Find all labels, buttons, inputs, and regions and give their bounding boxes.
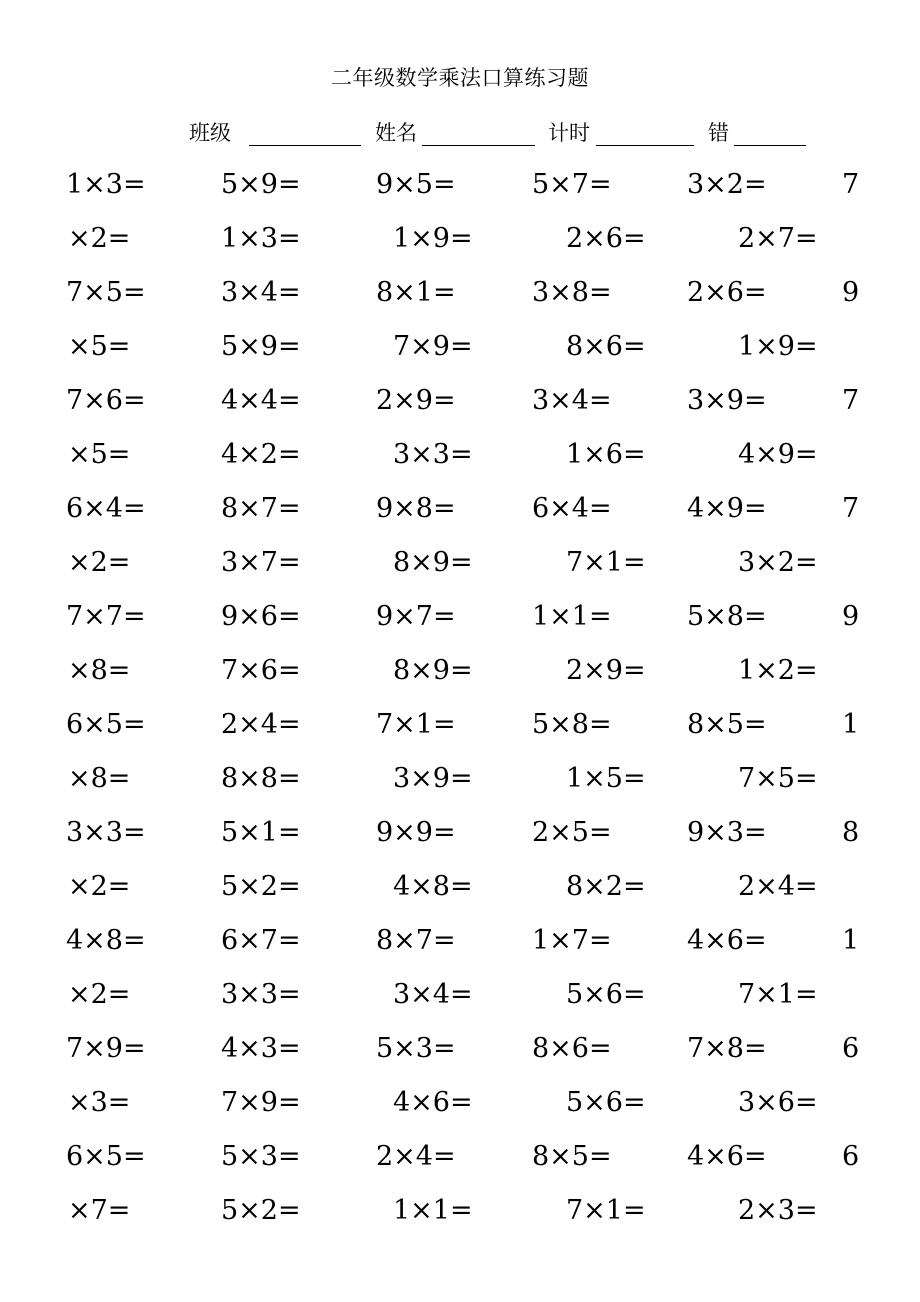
problem-cell: 1×5= [566,763,646,794]
problem-cell: 8×9= [393,655,473,686]
problem-row [0,1022,920,1076]
problem-row [0,698,920,752]
problem-cell: 5×9= [221,331,301,362]
problem-cell: 1×2= [738,655,818,686]
problem-cell: 7×7= [66,601,146,632]
problem-cell: 7 [842,385,860,416]
class-label: 班级 [189,121,231,145]
wrong-count-blank[interactable] [734,145,806,146]
problem-cell: 8×6= [532,1033,612,1064]
problem-cell: 8×7= [376,925,456,956]
problem-cell: 7×6= [66,385,146,416]
problem-cell: 9×9= [376,817,456,848]
problem-cell: 3×9= [687,385,767,416]
problem-cell: 9×5= [376,169,456,200]
problem-row [0,1076,920,1130]
problem-cell: 2×6= [687,277,767,308]
problem-cell: 9×6= [221,601,301,632]
name-blank[interactable] [422,145,535,146]
problem-cell: 3×3= [393,439,473,470]
problem-row [0,1130,920,1184]
problem-cell: ×8= [68,655,131,686]
problem-cell: 6×7= [221,925,301,956]
problem-cell: 4×2= [221,439,301,470]
problem-cell: 6×4= [66,493,146,524]
problem-cell: 3×2= [738,547,818,578]
name-label: 姓名 [375,121,417,145]
wrong-count-label: 错 [708,121,729,145]
problem-cell: ×5= [68,439,131,470]
class-blank[interactable] [249,145,361,146]
page-title: 二年级数学乘法口算练习题 [331,66,589,90]
problem-cell: 8×8= [221,763,301,794]
problem-cell: 7×1= [738,979,818,1010]
problem-cell: 8×9= [393,547,473,578]
problem-cell: 4×3= [221,1033,301,1064]
problem-cell: 7×9= [66,1033,146,1064]
problem-cell: 3×3= [66,817,146,848]
problem-cell: 5×3= [376,1033,456,1064]
problem-cell: 3×4= [393,979,473,1010]
problem-cell: 3×4= [221,277,301,308]
problem-cell: 8×2= [566,871,646,902]
problem-cell: 2×9= [376,385,456,416]
problem-cell: 1×3= [221,223,301,254]
problem-cell: 7×5= [738,763,818,794]
problem-cell: 1×9= [393,223,473,254]
problem-cell: 9 [842,601,860,632]
problem-row [0,1184,920,1238]
problem-cell: 2×4= [738,871,818,902]
problem-row [0,860,920,914]
problem-cell: 6 [842,1141,860,1172]
problem-cell: ×2= [68,223,131,254]
problem-cell: 1×1= [393,1195,473,1226]
problem-row [0,482,920,536]
problem-cell: 5×6= [566,979,646,1010]
problem-cell: 1×3= [66,169,146,200]
problem-cell: 4×8= [66,925,146,956]
problem-cell: 6 [842,1033,860,1064]
problem-cell: 2×4= [221,709,301,740]
student-info-line [0,116,920,150]
problem-cell: 3×6= [738,1087,818,1118]
problem-cell: 4×6= [393,1087,473,1118]
problem-row [0,914,920,968]
problem-cell: 9 [842,277,860,308]
problem-cell: 8×6= [566,331,646,362]
problem-cell: ×2= [68,979,131,1010]
problem-cell: 2×7= [738,223,818,254]
time-label: 计时 [548,121,590,145]
problem-row [0,536,920,590]
problem-cell: 5×2= [221,1195,301,1226]
problem-cell: ×8= [68,763,131,794]
problem-cell: 5×7= [532,169,612,200]
problem-cell: 6×5= [66,709,146,740]
problem-cell: 3×7= [221,547,301,578]
problem-cell: 7×6= [221,655,301,686]
problem-cell: 5×1= [221,817,301,848]
problem-cell: 2×4= [376,1141,456,1172]
problem-cell: 8×5= [687,709,767,740]
problem-cell: 3×2= [687,169,767,200]
problem-cell: 5×8= [532,709,612,740]
problem-cell: 1×1= [532,601,612,632]
problem-cell: 1×9= [738,331,818,362]
problem-cell: 7×8= [687,1033,767,1064]
problem-cell: 1×6= [566,439,646,470]
problem-row [0,644,920,698]
problem-cell: ×2= [68,871,131,902]
problem-cell: 4×9= [687,493,767,524]
problem-cell: 4×4= [221,385,301,416]
problem-row [0,212,920,266]
problem-row [0,968,920,1022]
problem-cell: ×2= [68,547,131,578]
problem-row [0,590,920,644]
problem-cell: 5×3= [221,1141,301,1172]
problem-cell: 7×1= [566,547,646,578]
problem-cell: 7 [842,169,860,200]
problem-cell: 9×7= [376,601,456,632]
problem-cell: 2×9= [566,655,646,686]
problem-cell: 8 [842,817,860,848]
problem-cell: 3×4= [532,385,612,416]
problem-cell: 8×5= [532,1141,612,1172]
problem-cell: 9×3= [687,817,767,848]
problem-cell: 7×5= [66,277,146,308]
problem-cell: 8×1= [376,277,456,308]
problem-cell: ×3= [68,1087,131,1118]
problem-cell: 1×7= [532,925,612,956]
problem-cell: 2×3= [738,1195,818,1226]
problem-cell: 2×6= [566,223,646,254]
problem-cell: 3×3= [221,979,301,1010]
problem-cell: 5×2= [221,871,301,902]
problem-cell: 7×9= [221,1087,301,1118]
problem-cell: 6×4= [532,493,612,524]
problem-cell: 4×6= [687,1141,767,1172]
problem-cell: 3×8= [532,277,612,308]
problem-row [0,428,920,482]
problem-cell: 3×9= [393,763,473,794]
problem-row [0,266,920,320]
problem-row [0,158,920,212]
problem-cell: 7×1= [376,709,456,740]
problem-row [0,320,920,374]
problem-cell: ×7= [68,1195,131,1226]
problem-cell: 1 [842,709,860,740]
problem-cell: 1 [842,925,860,956]
problem-cell: 8×7= [221,493,301,524]
problem-cell: 5×6= [566,1087,646,1118]
problem-cell: 4×9= [738,439,818,470]
problem-cell: 4×8= [393,871,473,902]
problem-cell: 2×5= [532,817,612,848]
problem-row [0,374,920,428]
time-blank[interactable] [596,145,694,146]
problem-cell: 9×8= [376,493,456,524]
problem-cell: 6×5= [66,1141,146,1172]
problem-row [0,806,920,860]
problem-cell: 4×6= [687,925,767,956]
problem-cell: 5×8= [687,601,767,632]
problem-cell: 5×9= [221,169,301,200]
problem-cell: 7 [842,493,860,524]
problem-row [0,752,920,806]
problem-cell: 7×1= [566,1195,646,1226]
problem-cell: 7×9= [393,331,473,362]
problem-cell: ×5= [68,331,131,362]
